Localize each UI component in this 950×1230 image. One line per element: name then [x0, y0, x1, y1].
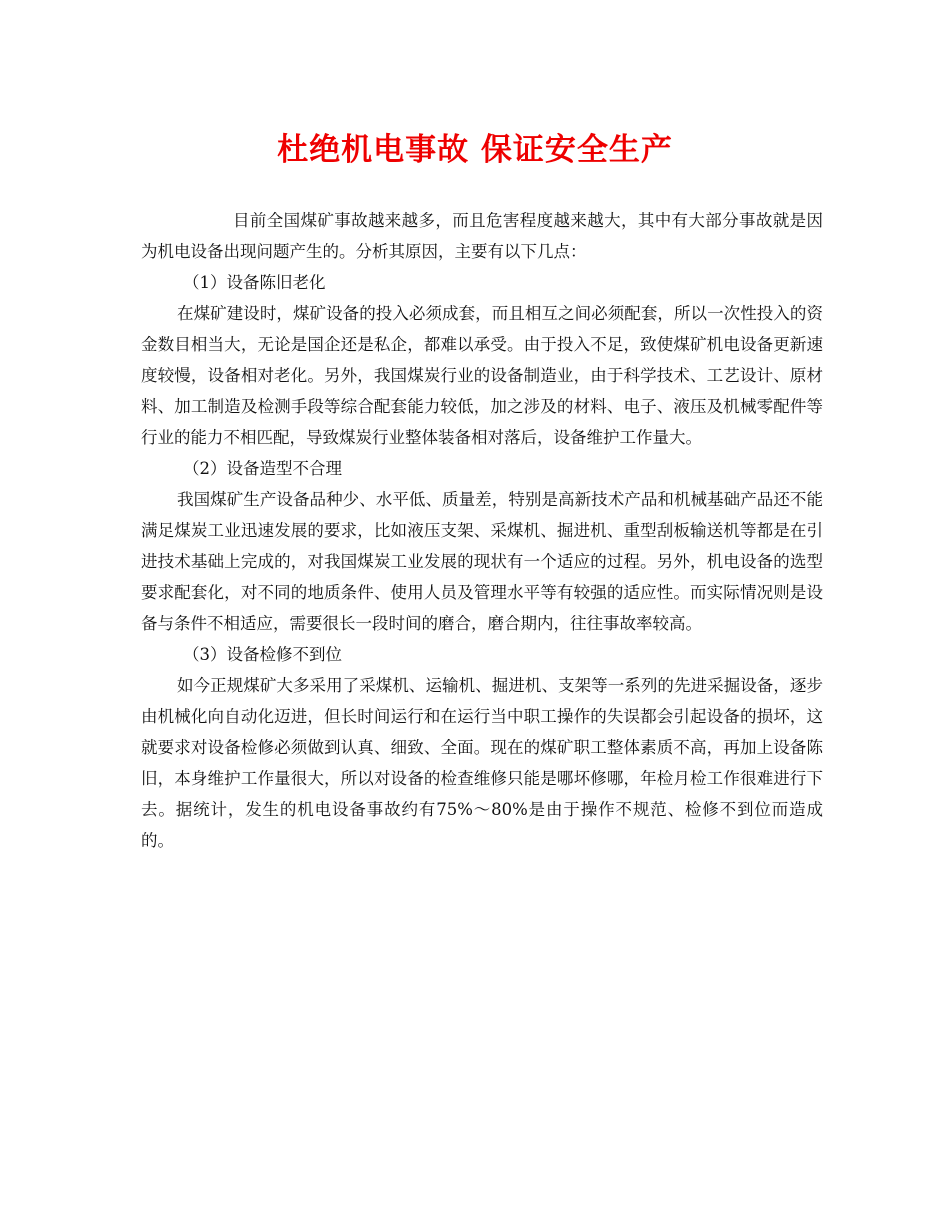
section-heading-1: （1）设备陈旧老化	[183, 273, 326, 292]
intro-paragraph: 目前全国煤矿事故越来越多，而且危害程度越来越大，其中有大部分事故就是因为机电设备出现问题产生的。分析其原因，主要有以下几点：	[141, 211, 823, 261]
document-title: 杜绝机电事故 保证安全生产	[277, 132, 673, 168]
section-paragraph-2: 我国煤矿生产设备品种少、水平低、质量差，特别是高新技术产品和机械基础产品还不能满足煤炭工业迅速发展的要求，比如液压支架、采煤机、掘进机、重型刮板输送机等都是在引进技术基础上完成的，对我国煤炭工业发展的现状有一个适应的过程。另外，机电设备的选型要求配套化，对不同的地质条件、使用人员及管理水平等有较强的适应性。而实际情况则是设备与条件不相适应，需要很长一段时间的磨合，磨合期内，往往事故率较高。	[141, 490, 823, 633]
section-paragraph-1: 在煤矿建设时，煤矿设备的投入必须成套，而且相互之间必须配套，所以一次性投入的资金数目相当大，无论是国企还是私企，都难以承受。由于投入不足，致使煤矿机电设备更新速度较慢，设备相对老化。另外，我国煤炭行业的设备制造业，由于科学技术、工艺设计、原材料、加工制造及检测手段等综合配套能力较低，加之涉及的材料、电子、液压及机械零配件等行业的能力不相匹配，导致煤炭行业整体装备相对落后，设备维护工作量大。	[141, 304, 823, 447]
section-heading-3: （3）设备检修不到位	[183, 645, 342, 664]
section-paragraph-3: 如今正规煤矿大多采用了采煤机、运输机、掘进机、支架等一系列的先进采掘设备，逐步由机械化向自动化迈进，但长时间运行和在运行当中职工操作的失误都会引起设备的损坏，这就要求对设备检修必须做到认真、细致、全面。现在的煤矿职工整体素质不高，再加上设备陈旧，本身维护工作量很大，所以对设备的检查维修只能是哪坏修哪，年检月检工作很难进行下去。据统计，发生的机电设备事故约有75%～80%是由于操作不规范、检修不到位而造成的。	[141, 676, 823, 850]
section-heading-2: （2）设备造型不合理	[183, 459, 342, 478]
document-body	[141, 205, 823, 856]
